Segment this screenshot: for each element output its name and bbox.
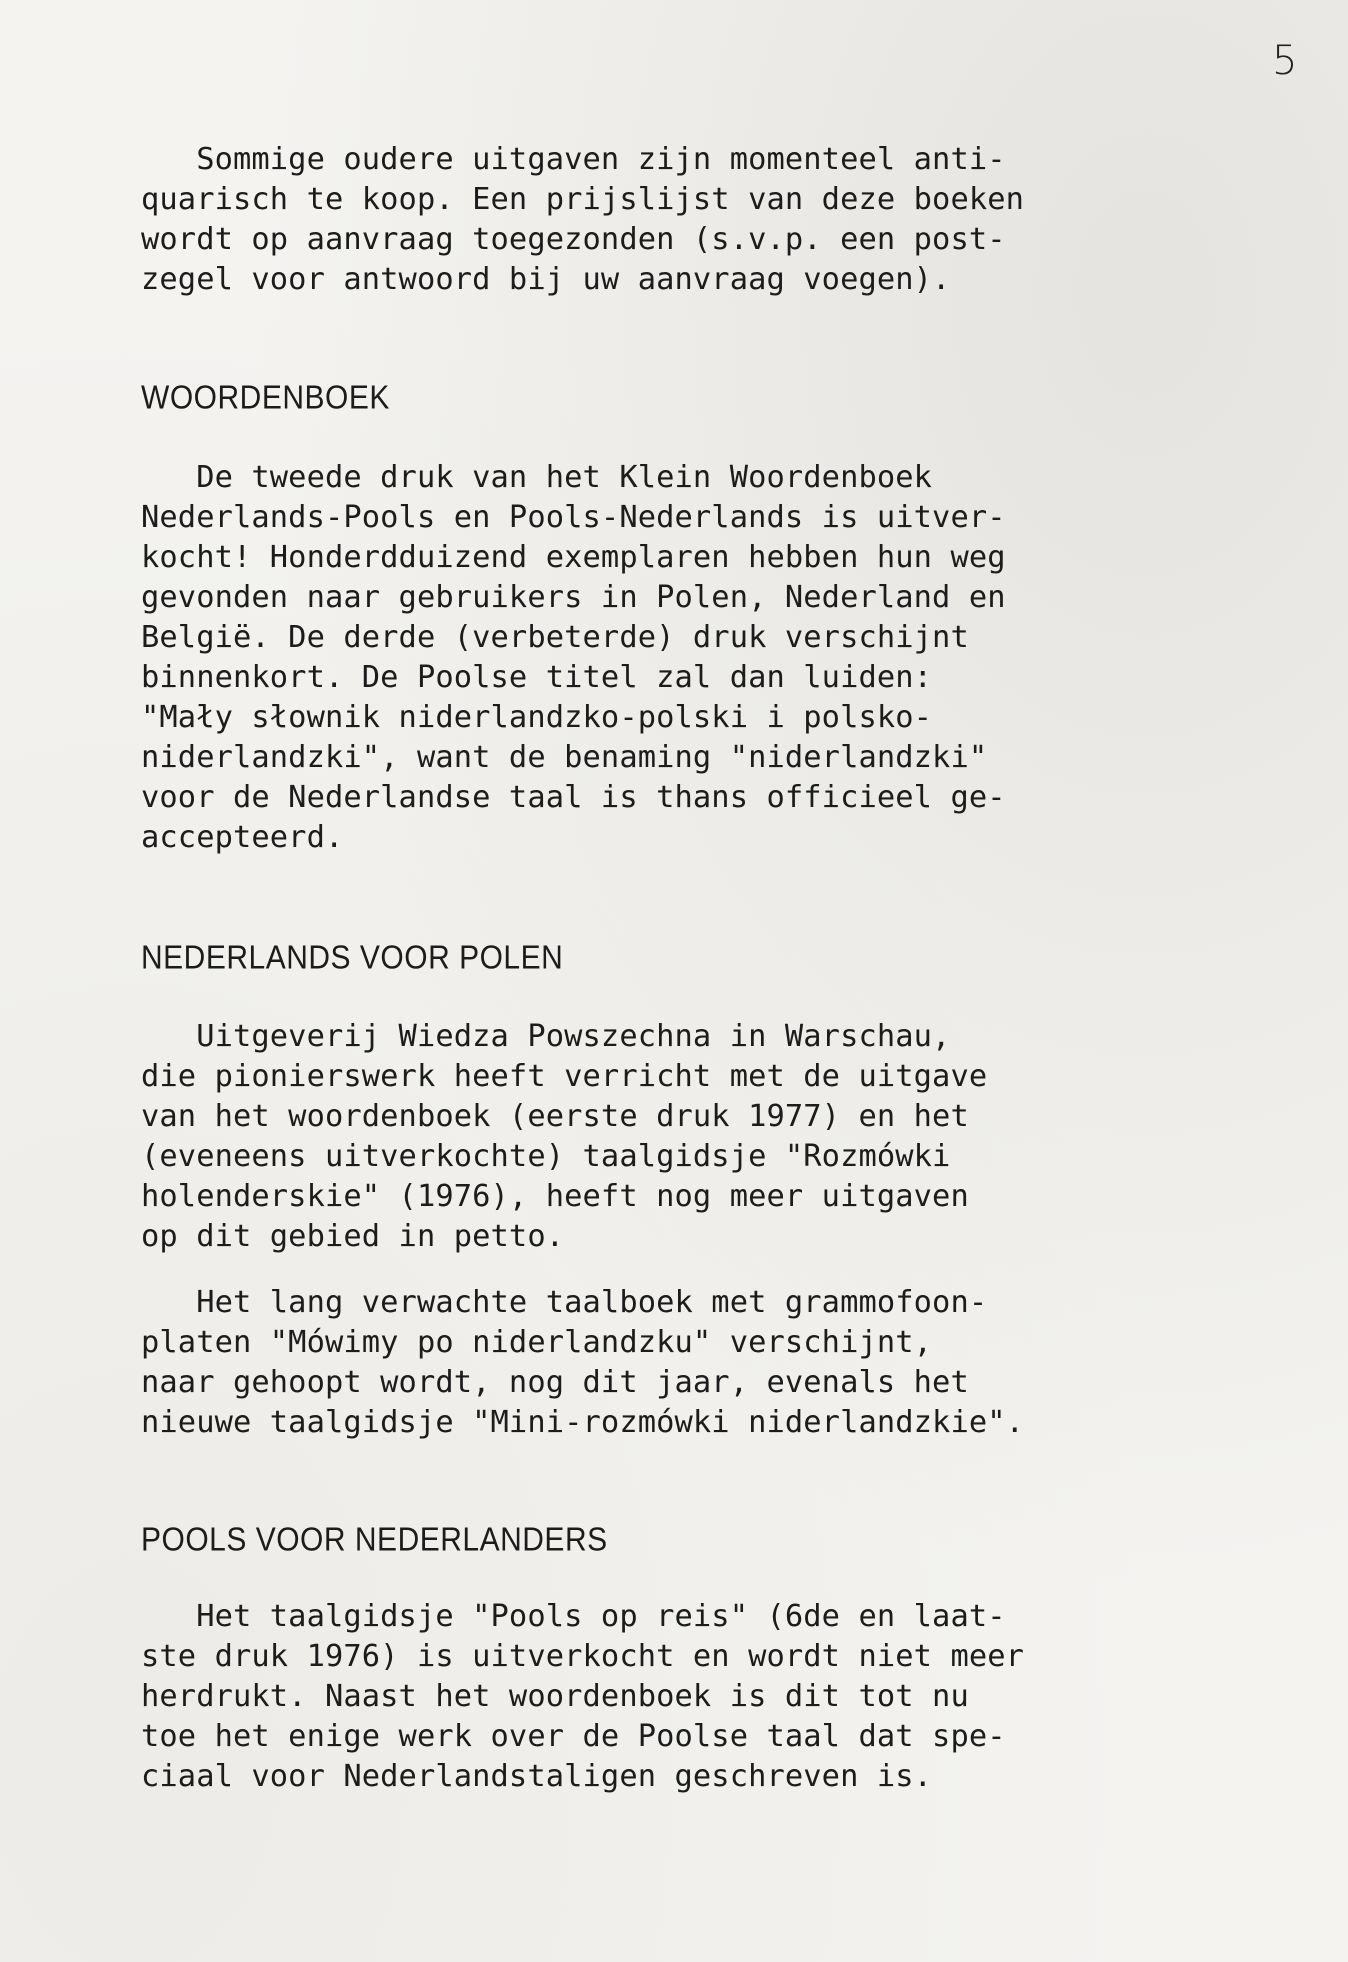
text-line: holenderskie" (1976), heeft nog meer uitgaven bbox=[141, 1179, 969, 1214]
text-line: De tweede druk van het Klein Woordenboek bbox=[141, 460, 933, 495]
text-line: platen "Mówimy po niderlandzku" verschijnt, bbox=[141, 1325, 933, 1360]
section-heading-woordenboek: WOORDENBOEK bbox=[141, 380, 390, 417]
paragraph-polen-1 bbox=[141, 1017, 1321, 1257]
text-line: niderlandzki", want de benaming "niderlandzki" bbox=[141, 740, 988, 775]
section-heading-polen: NEDERLANDS VOOR POLEN bbox=[141, 940, 564, 977]
text-line: Uitgeverij Wiedza Powszechna in Warschau, bbox=[141, 1019, 951, 1054]
text-line: herdrukt. Naast het woordenboek is dit tot nu bbox=[141, 1679, 969, 1714]
text-line: naar gehoopt wordt, nog dit jaar, evenals het bbox=[141, 1365, 969, 1400]
text-line: België. De derde (verbeterde) druk verschijnt bbox=[141, 620, 969, 655]
text-line: Het lang verwachte taalboek met grammofoon- bbox=[141, 1285, 988, 1320]
text-line: voor de Nederlandse taal is thans officieel ge- bbox=[141, 780, 1006, 815]
text-line: ste druk 1976) is uitverkocht en wordt niet meer bbox=[141, 1639, 1025, 1674]
text-line: wordt op aanvraag toegezonden (s.v.p. een post- bbox=[141, 222, 1006, 257]
text-line: zegel voor antwoord bij uw aanvraag voegen). bbox=[141, 262, 951, 297]
paragraph-pools bbox=[141, 1597, 1321, 1797]
text-line: nieuwe taalgidsje "Mini-rozmówki niderlandzkie". bbox=[141, 1405, 1025, 1440]
page-number: 5 bbox=[1272, 38, 1298, 84]
text-line: kocht! Honderdduizend exemplaren hebben hun weg bbox=[141, 540, 1006, 575]
text-line: gevonden naar gebruikers in Polen, Nederland en bbox=[141, 580, 1006, 615]
text-line: quarisch te koop. Een prijslijst van deze boeken bbox=[141, 182, 1025, 217]
paragraph-polen-2 bbox=[141, 1283, 1321, 1443]
section-heading-pools: POOLS VOOR NEDERLANDERS bbox=[141, 1522, 608, 1559]
text-line: binnenkort. De Poolse titel zal dan luiden: bbox=[141, 660, 933, 695]
text-line: "Mały słownik niderlandzko-polski i polsko- bbox=[141, 700, 933, 735]
text-line: accepteerd. bbox=[141, 820, 344, 855]
text-line: toe het enige werk over de Poolse taal dat spe- bbox=[141, 1719, 1006, 1754]
text-line: Nederlands-Pools en Pools-Nederlands is uitver- bbox=[141, 500, 1006, 535]
text-line: die pionierswerk heeft verricht met de uitgave bbox=[141, 1059, 988, 1094]
text-line: op dit gebied in petto. bbox=[141, 1219, 565, 1254]
text-line: (eveneens uitverkochte) taalgidsje "Rozmówki bbox=[141, 1139, 951, 1174]
paragraph-woordenboek bbox=[141, 458, 1321, 858]
text-line: Sommige oudere uitgaven zijn momenteel anti- bbox=[141, 142, 1006, 177]
paragraph-intro bbox=[141, 140, 1321, 300]
text-line: Het taalgidsje "Pools op reis" (6de en laat- bbox=[141, 1599, 1006, 1634]
text-line: ciaal voor Nederlandstaligen geschreven is. bbox=[141, 1759, 933, 1794]
text-line: van het woordenboek (eerste druk 1977) en het bbox=[141, 1099, 969, 1134]
